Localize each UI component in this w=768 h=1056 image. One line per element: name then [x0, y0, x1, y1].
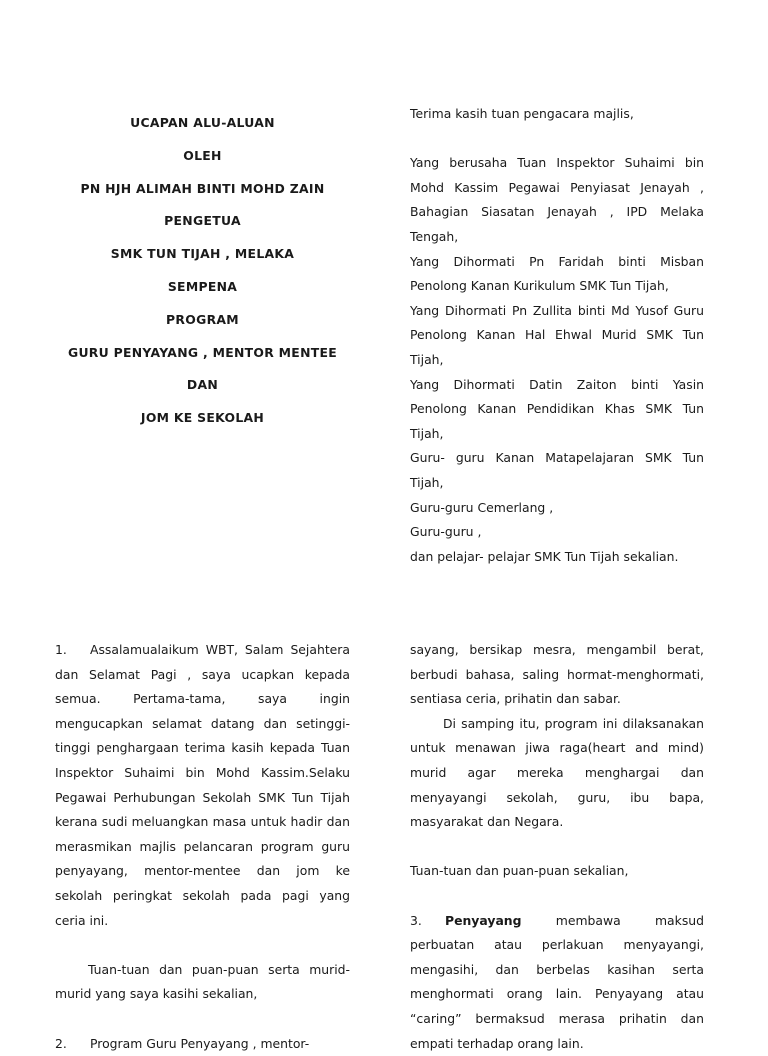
- title-line: JOM KE SEKOLAH: [55, 406, 350, 439]
- body-paragraph: sayang, bersikap mesra, mengambil berat, berbudi bahasa, saling hormat-menghormati, sentiasa ceria, prihatin dan sabar.: [410, 638, 704, 712]
- title-line: SMK TUN TIJAH , MELAKA: [55, 242, 350, 275]
- greeting-paragraph: Guru-guru Cemerlang ,: [410, 496, 704, 521]
- title-line: PENGETUA: [55, 209, 350, 242]
- greeting-opening: Terima kasih tuan pengacara majlis,: [410, 102, 704, 127]
- body-paragraph: [55, 638, 350, 933]
- greeting-paragraph: Yang Dihormati Pn Zullita binti Md Yusof Guru Penolong Kanan Hal Ehwal Murid SMK Tun Tijah,: [410, 299, 704, 373]
- left-body: [55, 638, 350, 1056]
- greeting-paragraph: Yang Dihormati Datin Zaiton binti Yasin Penolong Kanan Pendidikan Khas SMK Tun Tijah,: [410, 373, 704, 447]
- paragraph-number: 2.: [55, 1032, 90, 1056]
- title-line: PN HJH ALIMAH BINTI MOHD ZAIN: [55, 177, 350, 210]
- greeting-section: [410, 102, 704, 569]
- body-paragraph: Di samping itu, program ini dilaksanakan untuk menawan jiwa raga(heart and mind) murid agar mereka menghargai dan menyayangi sekolah, guru, ibu bapa, masyarakat dan Negara.: [410, 712, 704, 835]
- paragraph-number: 3.: [410, 909, 445, 934]
- greeting-paragraph: Yang Dihormati Pn Faridah binti Misban Penolong Kanan Kurikulum SMK Tun Tijah,: [410, 250, 704, 299]
- title-line: UCAPAN ALU-ALUAN: [55, 111, 350, 144]
- paragraph-text: membawa maksud perbuatan atau perlakuan menyayangi, mengasihi, dan berbelas kasihan serta menghormati orang lain. Penyayang atau “caring” bermaksud merasa prihatin dan empati terhadap orang lain.: [410, 913, 704, 1051]
- greeting-paragraph: Yang berusaha Tuan Inspektor Suhaimi bin Mohd Kassim Pegawai Penyiasat Jenayah , Bahagian Siasatan Jenayah , IPD Melaka Tengah,: [410, 151, 704, 249]
- greeting-paragraph: Guru-guru ,: [410, 520, 704, 545]
- body-paragraph: [55, 1032, 350, 1056]
- body-paragraph: Tuan-tuan dan puan-puan serta murid-murid yang saya kasihi sekalian,: [55, 958, 350, 1007]
- paragraph-text: Program Guru Penyayang , mentor-: [90, 1036, 309, 1051]
- body-paragraph: Tuan-tuan dan puan-puan sekalian,: [410, 859, 704, 884]
- title-line: GURU PENYAYANG , MENTOR MENTEE: [55, 341, 350, 374]
- title-line: DAN: [55, 373, 350, 406]
- title-line: SEMPENA: [55, 275, 350, 308]
- title-line: PROGRAM: [55, 308, 350, 341]
- body-paragraph: [410, 909, 704, 1056]
- right-body: [410, 638, 704, 1056]
- title-line: OLEH: [55, 144, 350, 177]
- bold-term: Penyayang: [445, 913, 522, 928]
- paragraph-text: Assalamualaikum WBT, Salam Sejahtera dan Selamat Pagi , saya ucapkan kepada semua. Pertama-tama, saya ingin mengucapkan selamat datang dan setinggi-tinggi penghargaan terima kasih kepada Tuan Inspektor Suhaimi bin Mohd Kassim.Selaku Pegawai Perhubungan Sekolah SMK Tun Tijah kerana sudi meluangkan masa untuk hadir dan merasmikan majlis pelancaran program guru penyayang, mentor-mentee dan jom ke sekolah peringkat sekolah pada pagi yang ceria ini.: [55, 642, 350, 928]
- greeting-paragraph: Guru- guru Kanan Matapelajaran SMK Tun Tijah,: [410, 446, 704, 495]
- paragraph-number: 1.: [55, 638, 90, 663]
- title-block: [55, 111, 350, 439]
- greeting-paragraph: dan pelajar- pelajar SMK Tun Tijah sekalian.: [410, 545, 704, 570]
